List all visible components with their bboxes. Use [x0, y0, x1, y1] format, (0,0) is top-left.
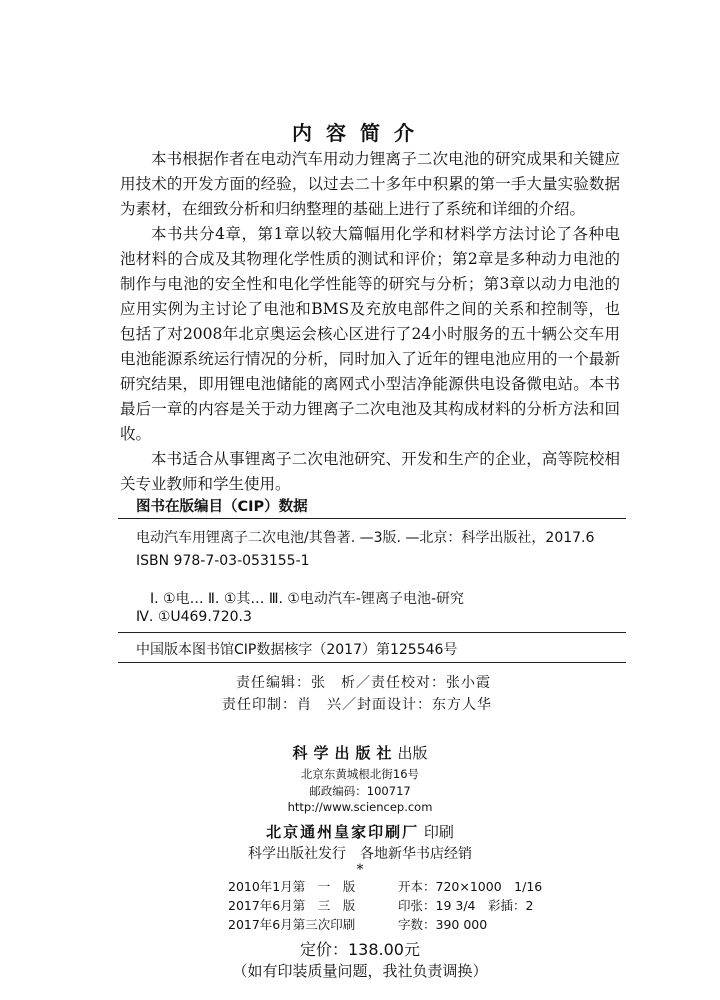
edition-row-2	[228, 896, 533, 914]
edition-value-2: 19 3/4 彩插：2	[435, 898, 534, 913]
edition-row-1	[228, 877, 542, 895]
staff-line-production: 责任印制：肖 兴／封面设计：东方人华	[222, 697, 492, 713]
intro-title: 内容简介	[292, 121, 428, 145]
cip-record-number: 中国版本图书馆CIP数据核字（2017）第125546号	[136, 642, 458, 658]
intro-paragraph-3: 本书适合从事锂离子二次电池研究、开发和生产的企业，高等院校相关专业教师和学生使用。	[120, 450, 620, 493]
edition-date-1: 2010年1月第 一 版	[228, 879, 356, 894]
printer-suffix: 印刷	[423, 823, 454, 841]
price: 定价：138.00元	[300, 940, 420, 959]
printer-name: 北京通州皇家印刷厂	[266, 823, 420, 841]
printer-line	[0, 821, 720, 842]
edition-date-2: 2017年6月第 三 版	[228, 898, 356, 913]
edition-label-3: 字数：	[398, 917, 436, 932]
intro-paragraph-2: 本书共分4章，第1章以较大篇幅用化学和材料学方法讨论了各种电池材料的合成及其物理化学性质的测试和评价；第2章是多种动力电池的制作与电池的安全性和电化学性能等的研究与分析；第3章以动力电池的应用实例为主讨论了电池和BMS及充放电部件之间的关系和控制等，也包括了对2008年北京奥运会核心区进行了24小时服务的五十辆公交车用电池能源系统运行情况的分析，同时加入了近年的锂电池应用的一个最新研究结果，即用锂电池储能的离网式小型洁净能源供电设备微电站。本书最后一章的内容是关于动力锂离子二次电池及其构成材料的分析方法和回收。	[120, 225, 620, 443]
edition-label-1: 开本：	[398, 879, 436, 894]
cip-heading: 图书在版编目（CIP）数据	[136, 499, 308, 515]
cip-bottom-rule	[118, 662, 626, 663]
cip-middle-rule	[118, 632, 626, 633]
cip-bibliographic-line: 电动汽车用锂离子二次电池/其鲁著. —3版. —北京：科学出版社，2017.6	[136, 530, 595, 546]
edition-value-3: 390 000	[435, 917, 488, 932]
publisher-url: http://www.sciencep.com	[287, 800, 433, 814]
edition-value-1: 720×1000 1/16	[435, 879, 543, 894]
publisher-address: 北京东黄城根北街16号	[300, 767, 420, 781]
edition-row-3	[228, 915, 487, 933]
publisher-name: 科学出版社	[292, 744, 398, 762]
intro-body	[120, 147, 620, 497]
publisher-suffix: 出版	[397, 744, 428, 762]
edition-date-3: 2017年6月第三次印刷	[228, 917, 356, 932]
cip-isbn: ISBN 978-7-03-053155-1	[136, 553, 310, 569]
intro-paragraph-1: 本书根据作者在电动汽车用动力锂离子二次电池的研究成果和关键应用技术的开发方面的经验，以过去二十多年中积累的第一手大量实验数据为素材，在细致分析和归纳整理的基础上进行了系统和详细的介绍。	[120, 150, 620, 218]
distribution-line: 科学出版社发行 各地新华书店经销	[248, 846, 472, 862]
edition-label-2: 印张：	[398, 898, 436, 913]
cip-top-rule	[118, 518, 626, 519]
publisher-line	[0, 742, 720, 763]
cip-classification-1: Ⅰ. ①电… Ⅱ. ①其… Ⅲ. ①电动汽车-锂离子电池-研究	[150, 591, 465, 607]
quality-note: （如有印装质量问题，我社负责调换）	[232, 962, 488, 980]
staff-line-editors: 责任编辑：张 析／责任校对：张小霞	[236, 675, 491, 691]
cip-classification-2: Ⅳ. ①U469.720.3	[136, 609, 252, 625]
separator-star: *	[356, 862, 364, 878]
publisher-postcode: 邮政编码：100717	[309, 784, 411, 798]
